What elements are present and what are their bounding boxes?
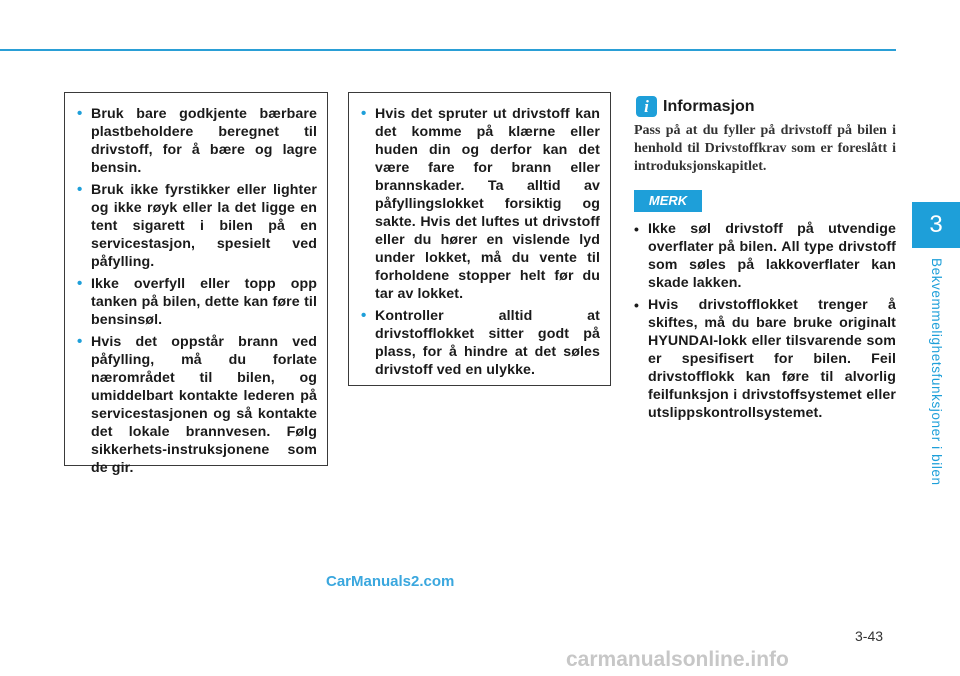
bullet-icon: •: [77, 181, 83, 198]
information-text: Pass på at du fyller på drivstoff på bilen i henhold til Drivstoffkrav som er foreslått i introduksjonskapitlet.: [634, 123, 896, 174]
warning-item: • Hvis det spruter ut drivstoff kan det komme på klærne eller huden din og derfor kan det være fare for brann eller brannskader. Ta alltid av påfyllingslokket forsiktig og sakte. Hvis det luftes ut drivstoff eller du hører en vislende lyd under lokket, må du vente til forholdene stopper helt før du tar av lokket.: [361, 105, 600, 302]
header-rule: [0, 49, 896, 51]
bullet-icon: •: [77, 333, 83, 350]
info-icon: i: [636, 96, 657, 117]
information-heading: [636, 96, 755, 117]
warning-item: • Kontroller alltid at drivstofflokket sitter godt på plass, for å hindre at det søles drivstoff ved en ulykke.: [361, 307, 600, 378]
note-item: • Hvis drivstofflokket trenger å skiftes, må du bare bruke originalt HYUNDAI-lokk eller tilsvarende som er spesifisert for bilen. Feil drivstofflokk kan føre til alvorlig feilfunksjon i drivstoffsystemet eller utslippskontrollsystemet.: [634, 297, 896, 421]
warning-item: • Hvis det oppstår brann ved påfylling, må du forlate nærområdet til bilen, og umiddelbart kontakte lederen på servicestasjonen og så kontakte det lokale brannvesen. Følg sikkerhets-instruksjonene som de gir.: [77, 333, 317, 476]
bullet-icon: •: [77, 275, 83, 292]
bullet-icon: •: [361, 105, 367, 122]
bullet-icon: •: [77, 105, 83, 122]
note-list: [632, 220, 896, 426]
chapter-title: Bekvemmelighetsfunksjoner i bilen: [929, 258, 944, 486]
warning-item: • Bruk ikke fyrstikker eller lighter og ikke røyk eller la det ligge en tent sigarett i bilen på en servicestasjon, spesielt ved påfylling.: [77, 181, 317, 270]
chapter-number-tab: 3: [912, 202, 960, 248]
warning-item: • Ikke overfyll eller topp opp tanken på bilen, dette kan føre til bensinsøl.: [77, 275, 317, 328]
carmanuals-watermark-link[interactable]: CarManuals2.com: [326, 573, 455, 590]
page-number: 3-43: [855, 628, 884, 644]
note-badge: MERK: [634, 190, 702, 212]
note-item: • Ikke søl drivstoff på utvendige overflater på bilen. All type drivstoff som søles på lakkoverflater kan skade lakken.: [634, 221, 896, 291]
warning-box-middle: [348, 92, 611, 386]
bullet-icon: •: [634, 221, 640, 237]
footer-watermark: carmanualsonline.info: [566, 648, 789, 671]
bullet-icon: •: [634, 297, 640, 313]
information-title: Informasjon: [663, 97, 755, 115]
bullet-icon: •: [361, 307, 367, 324]
warning-item: • Bruk bare godkjente bærbare plastbeholdere beregnet til drivstoff, for å bære og lagre bensin.: [77, 105, 317, 176]
warning-box-left: [64, 92, 328, 476]
